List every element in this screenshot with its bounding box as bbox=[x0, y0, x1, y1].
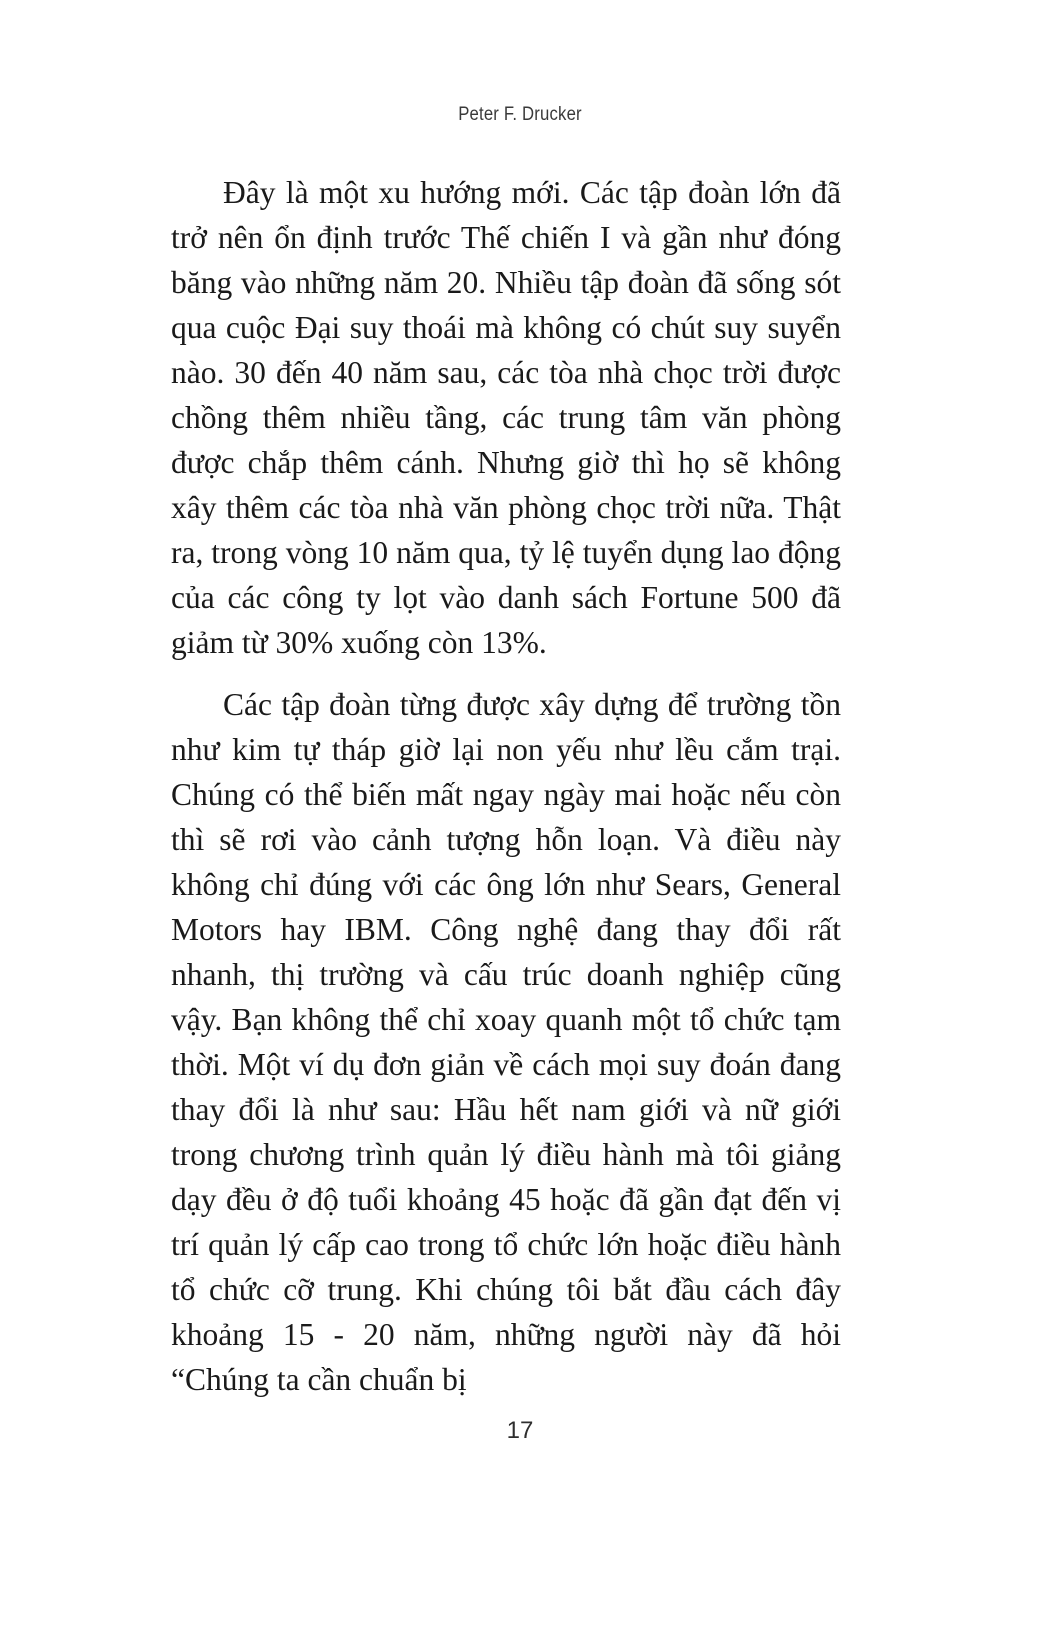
running-header-author: Peter F. Drucker bbox=[458, 104, 582, 125]
paragraph-2: Các tập đoàn từng được xây dựng để trường tồn như kim tự tháp giờ lại non yếu như lều cắm trại. Chúng có thể biến mất ngay ngày mai hoặc nếu còn thì sẽ rơi vào cảnh tượng hỗn loạn. Và điều này không chỉ đúng với các ông lớn như Sears, General Motors hay IBM. Công nghệ đang thay đổi rất nhanh, thị trường và cấu trúc doanh nghiệp cũng vậy. Bạn không thể chỉ xoay quanh một tổ chức tạm thời. Một ví dụ đơn giản về cách mọi suy đoán đang thay đổi là như sau: Hầu hết nam giới và nữ giới trong chương trình quản lý điều hành mà tôi giảng dạy đều ở độ tuổi khoảng 45 hoặc đã gần đạt đến vị trí quản lý cấp cao trong tổ chức lớn hoặc điều hành tổ chức cỡ trung. Khi chúng tôi bắt đầu cách đây khoảng 15 - 20 năm, những người này đã hỏi “Chúng ta cần chuẩn bị bbox=[171, 687, 841, 1397]
paragraph-1: Đây là một xu hướng mới. Các tập đoàn lớn đã trở nên ổn định trước Thế chiến I và gần như đóng băng vào những năm 20. Nhiều tập đoàn đã sống sót qua cuộc Đại suy thoái mà không có chút suy suyển nào. 30 đến 40 năm sau, các tòa nhà chọc trời được chồng thêm nhiều tầng, các trung tâm văn phòng được chắp thêm cánh. Nhưng giờ thì họ sẽ không xây thêm các tòa nhà văn phòng chọc trời nữa. Thật ra, trong vòng 10 năm qua, tỷ lệ tuyển dụng lao động của các công ty lọt vào danh sách Fortune 500 đã giảm từ 30% xuống còn 13%. bbox=[171, 175, 841, 660]
page-number: 17 bbox=[506, 1417, 534, 1444]
body-text bbox=[171, 170, 841, 1402]
